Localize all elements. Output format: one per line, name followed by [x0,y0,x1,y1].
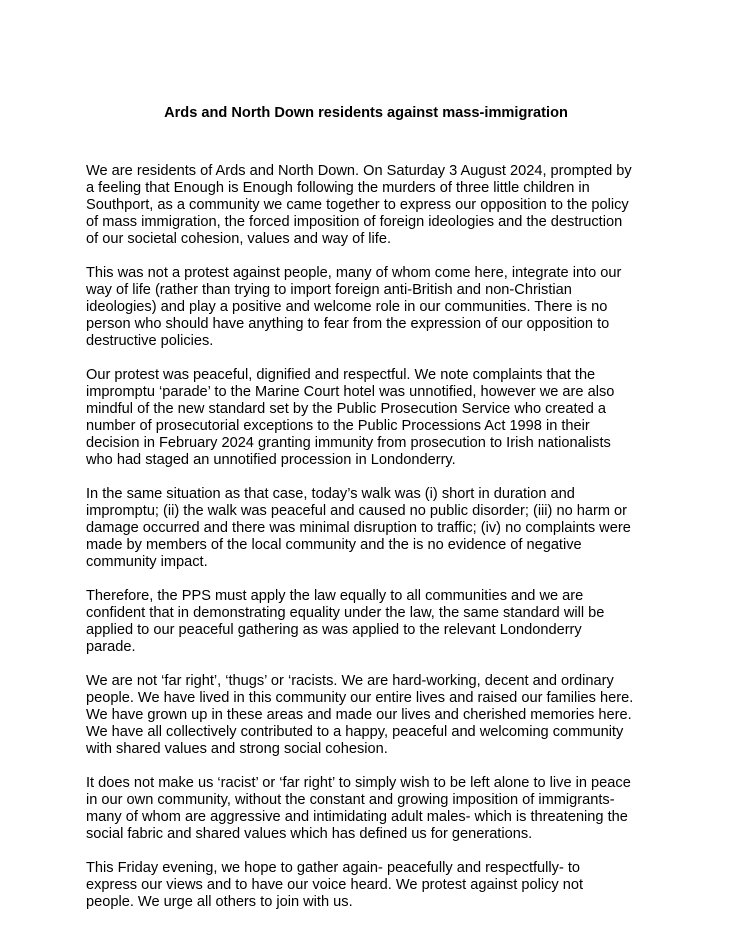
paragraph-line: many of whom are aggressive and intimidating adult males- which is threatening the [86,809,628,825]
paragraph-line: impromptu; (ii) the walk was peaceful and caused no public disorder; (iii) no harm or [86,503,628,519]
paragraph-line: We have grown up in these areas and made our lives and cherished memories here. [86,707,632,723]
paragraph-line: ideologies) and play a positive and welcome role in our communities. There is no [86,299,608,315]
paragraph [86,588,654,656]
paragraph-line: parade. [86,639,136,655]
paragraph-line: We are residents of Ards and North Down. On Saturday 3 August 2024, prompted by [86,163,632,179]
paragraph-line: person who should have anything to fear from the expression of our opposition to [86,316,610,332]
paragraph [86,163,654,248]
paragraph-line: This was not a protest against people, many of whom come here, integrate into our [86,265,622,281]
paragraph-line: decision in February 2024 granting immunity from prosecution to Irish nationalists [86,435,611,451]
paragraph-line: way of life (rather than trying to import foreign anti-British and non-Christian [86,282,572,298]
paragraph-line: community impact. [86,554,208,570]
paragraph-line: Our protest was peaceful, dignified and respectful. We note complaints that the [86,367,596,383]
paragraph-line: social fabric and shared values which has defined us for generations. [86,826,533,842]
paragraph-line: impromptu ‘parade’ to the Marine Court hotel was unnotified, however we are also [86,384,615,400]
paragraph-line: who had staged an unnotified procession in Londonderry. [86,452,456,468]
paragraph-line: of our societal cohesion, values and way of life. [86,231,392,247]
paragraph-line: made by members of the local community and the is no evidence of negative [86,537,582,553]
paragraph-line: destructive policies. [86,333,214,349]
paragraph-line: of mass immigration, the forced imposition of foreign ideologies and the destruction [86,214,623,230]
paragraph-line: It does not make us ‘racist’ or ‘far right’ to simply wish to be left alone to live in peace [86,775,631,791]
paragraph [86,367,654,469]
paragraph-line: We are not ‘far right’, ‘thugs’ or ‘racists. We are hard-working, decent and ordinary [86,673,614,689]
document-title: Ards and North Down residents against mass-immigration [164,105,568,121]
paragraph-line: a feeling that Enough is Enough following the murders of three little children in [86,180,590,196]
paragraph-line: In the same situation as that case, today’s walk was (i) short in duration and [86,486,575,502]
paragraph [86,486,654,571]
paragraph-line: damage occurred and there was minimal disruption to traffic; (iv) no complaints were [86,520,631,536]
paragraph [86,673,654,758]
paragraph-line: express our views and to have our voice heard. We protest against policy not [86,877,583,893]
paragraph [86,860,654,911]
paragraph-line: people. We urge all others to join with us. [86,894,353,910]
document-body [86,163,654,928]
paragraph-line: confident that in demonstrating equality under the law, the same standard will be [86,605,605,621]
paragraph-line: people. We have lived in this community our entire lives and raised our families here. [86,690,634,706]
paragraph-line: in our own community, without the constant and growing imposition of immigrants- [86,792,615,808]
paragraph [86,775,654,843]
paragraph-line: This Friday evening, we hope to gather again- peacefully and respectfully- to [86,860,581,876]
paragraph-line: mindful of the new standard set by the Public Prosecution Service who created a [86,401,606,417]
paragraph-line: Therefore, the PPS must apply the law equally to all communities and we are [86,588,584,604]
paragraph-line: We have all collectively contributed to a happy, peaceful and welcoming community [86,724,624,740]
paragraph-line: Southport, as a community we came together to express our opposition to the policy [86,197,629,213]
paragraph-line: applied to our peaceful gathering as was applied to the relevant Londonderry [86,622,582,638]
paragraph-line: number of prosecutorial exceptions to the Public Processions Act 1998 in their [86,418,590,434]
paragraph-line: with shared values and strong social cohesion. [86,741,388,757]
paragraph [86,265,654,350]
